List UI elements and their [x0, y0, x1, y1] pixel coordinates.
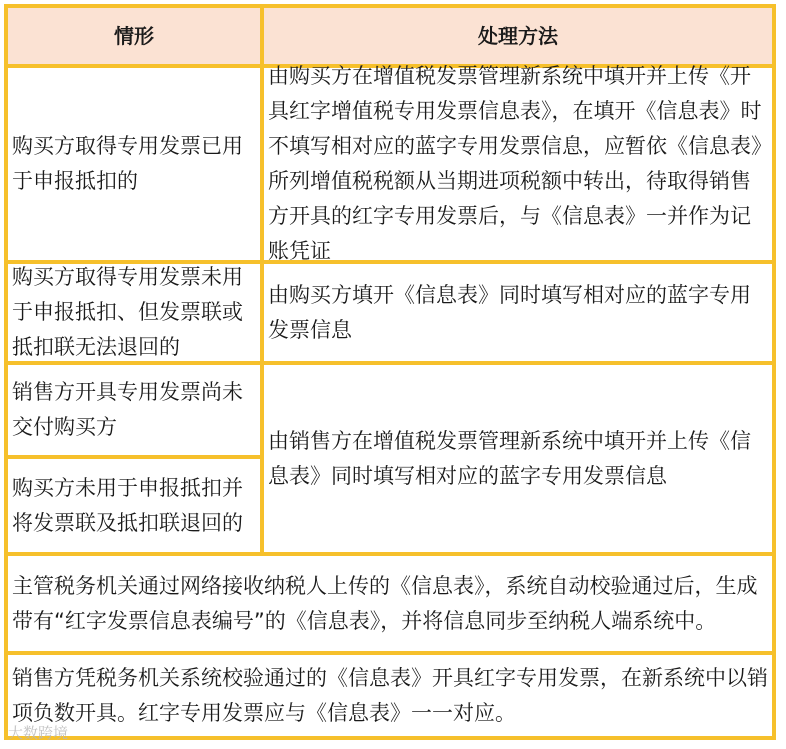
row2-method	[264, 264, 772, 361]
header-situation	[8, 8, 260, 64]
row3-4-method	[264, 365, 772, 552]
row3-situation-text: 销售方开具专用发票尚未交付购买方	[12, 380, 243, 439]
row2-method-text: 由购买方填开《信息表》同时填写相对应的蓝字专用发票信息	[268, 282, 751, 342]
watermark-text: 大数跨境	[8, 724, 69, 742]
header-situation-label: 情形	[114, 23, 154, 48]
row4-situation	[8, 459, 260, 552]
row2-situation-text: 购买方取得专用发票未用于申报抵扣、但发票联或抵扣联无法退回的	[12, 265, 243, 359]
row1-situation-text: 购买方取得专用发票已用于申报抵扣的	[12, 134, 243, 193]
note-1-text: 主管税务机关通过网络接收纳税人上传的《信息表》，系统自动校验通过后，生成带有“红字发票信息表编号”的《信息表》，并将信息同步至纳税人端系统中。	[12, 573, 758, 633]
note-2	[8, 655, 772, 736]
row1-situation	[8, 68, 260, 260]
row3-situation	[8, 365, 260, 455]
row3-4-method-text: 由销售方在增值税发票管理新系统中填开并上传《信息表》同时填写相对应的蓝字专用发票信息	[268, 428, 751, 488]
header-method	[264, 8, 772, 64]
header-method-label: 处理方法	[478, 23, 558, 48]
note-1	[8, 556, 772, 651]
row4-situation-text: 购买方未用于申报抵扣并将发票联及抵扣联退回的	[12, 475, 243, 535]
policy-table	[4, 4, 776, 740]
row1-method-text: 由购买方在增值税发票管理新系统中填开并上传《开具红字增值税专用发票信息表》，在填开《信息表》时不填写相对应的蓝字专用发票信息，应暂依《信息表》所列增值税税额从当期进项税额中转出，待取得销售方开具的红字专用发票后，与《信息表》一并作为记账凭证	[268, 64, 762, 263]
note-2-text: 销售方凭税务机关系统校验通过的《信息表》开具红字专用发票，在新系统中以销项负数开具。红字专用发票应与《信息表》一一对应。	[12, 665, 768, 725]
row1-method	[264, 64, 772, 263]
row2-situation	[8, 264, 260, 361]
watermark-logo	[8, 722, 68, 743]
